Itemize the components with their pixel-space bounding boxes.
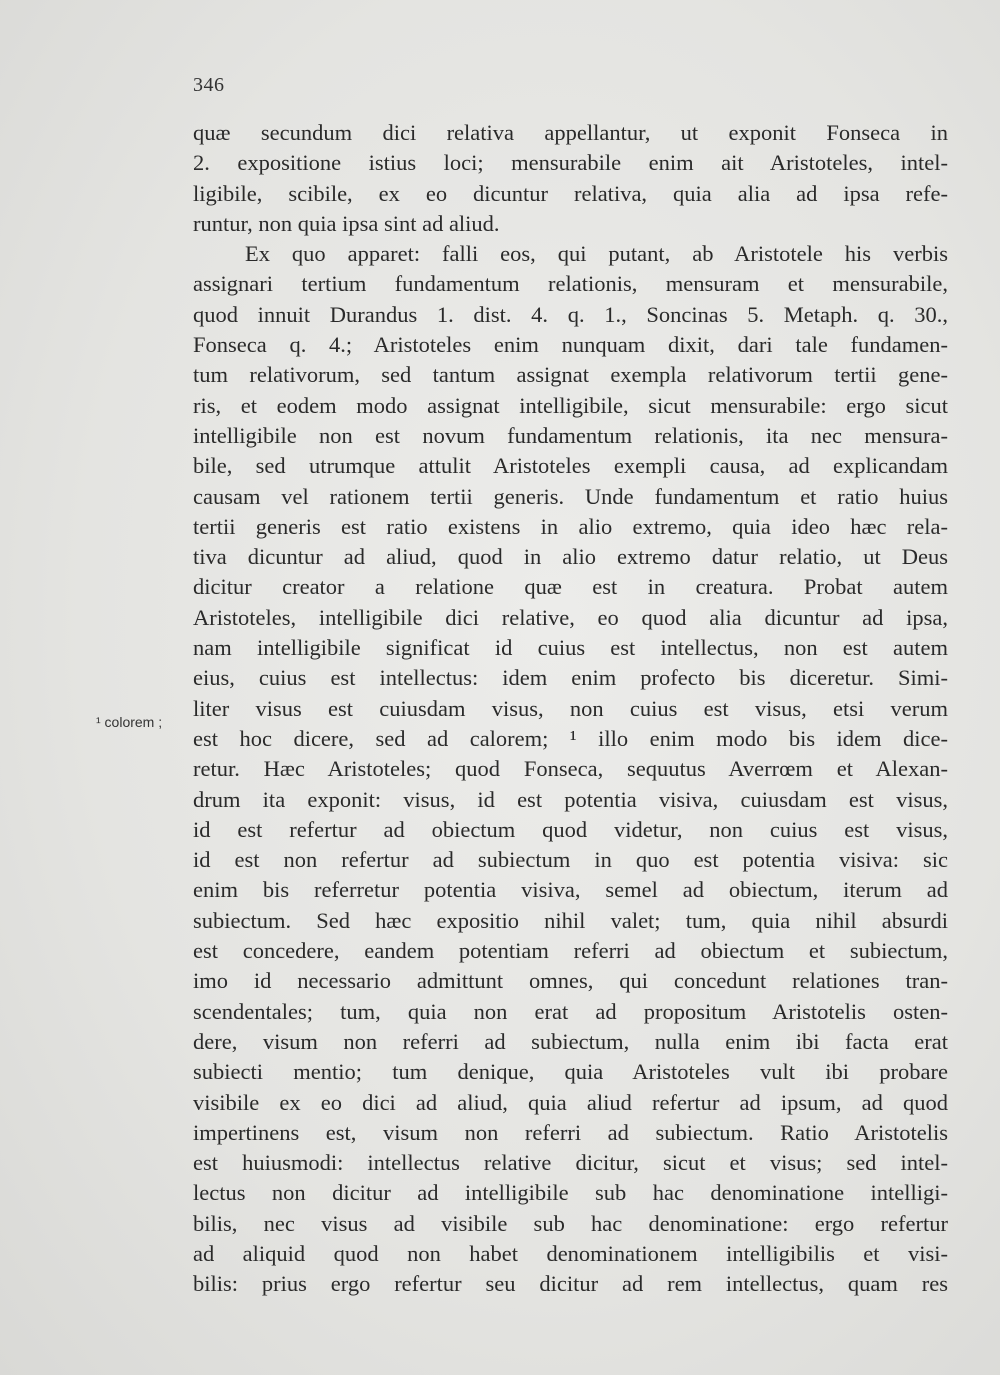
text-line: assignari tertium fundamentum relationis, mensuram et mensurabile, [193,271,948,297]
text-line: id est non refertur ad subiectum in quo est potentia visiva: sic [193,847,948,873]
text-line: lectus non dicitur ad intelligibile sub hac denominatione intelligi- [193,1180,948,1206]
text-line: est concedere, eandem potentiam referri ad obiectum et subiectum, [193,938,948,964]
text-line: visibile ex eo dici ad aliud, quia aliud refertur ad ipsum, ad quod [193,1089,948,1115]
text-line: bile, sed utrumque attulit Aristoteles exempli causa, ad explicandam [193,453,948,479]
text-line: ligibile, scibile, ex eo dicuntur relativa, quia alia ad ipsa refe- [193,180,948,206]
text-line: Fonseca q. 4.; Aristoteles enim nunquam dixit, dari tale fundamen- [193,332,948,358]
text-line: ad aliquid quod non habet denominationem intelligibilis et visi- [193,1240,948,1266]
text-line: scendentales; tum, quia non erat ad propositum Aristotelis osten- [193,998,948,1024]
text-line: impertinens est, visum non referri ad subiectum. Ratio Aristotelis [193,1119,948,1145]
text-line: Ex quo apparet: falli eos, qui putant, ab Aristotele his verbis [245,241,948,267]
text-line: intelligibile non est novum fundamentum relationis, ita nec mensura- [193,422,948,448]
text-line: causam vel rationem tertii generis. Unde fundamentum et ratio huius [193,483,948,509]
margin-note: ¹ colorem ; [96,714,163,730]
text-line: liter visus est cuiusdam visus, non cuius est visus, etsi verum [193,695,948,721]
text-line: tum relativorum, sed tantum assignat exempla relativorum tertii gene- [193,362,948,388]
text-line: imo id necessario admittunt omnes, qui concedunt relationes tran- [193,968,948,994]
text-line: ris, et eodem modo assignat intelligibile, sicut mensurabile: ergo sicut [193,392,948,418]
text-line: subiecti mentio; tum denique, quia Aristoteles vult ibi probare [193,1059,948,1085]
body-text [193,118,953,1300]
text-line: dere, visum non referri ad subiectum, nulla enim ibi facta erat [193,1028,948,1054]
text-line: 2. expositione istius loci; mensurabile enim ait Aristoteles, intel- [193,150,948,176]
text-line: bilis: prius ergo refertur seu dicitur ad rem intellectus, quam res [193,1271,948,1297]
text-line: quod innuit Durandus 1. dist. 4. q. 1., Soncinas 5. Metaph. q. 30., [193,301,948,327]
page-number: 346 [193,74,225,96]
text-line: drum ita exponit: visus, id est potentia visiva, cuiusdam est visus, [193,786,948,812]
text-line: bilis, nec visus ad visibile sub hac denominatione: ergo refertur [193,1210,948,1236]
text-line: tiva dicuntur ad aliud, quod in alio extremo datur relatio, ut Deus [193,544,948,570]
text-line: tertii generis est ratio existens in alio extremo, quia ideo hæc rela- [193,513,948,539]
text-line: eius, cuius est intellectus: idem enim profecto bis diceretur. Simi- [193,665,948,691]
text-line: dicitur creator a relatione quæ est in creatura. Probat autem [193,574,948,600]
text-line: retur. Hæc Aristoteles; quod Fonseca, sequutus Averrœm et Alexan- [193,756,948,782]
text-line: runtur, non quia ipsa sint ad aliud. [193,210,500,236]
text-line: nam intelligibile significat id cuius est intellectus, non est autem [193,635,948,661]
text-line: est huiusmodi: intellectus relative dicitur, sicut et visus; sed intel- [193,1150,948,1176]
text-line: enim bis referretur potentia visiva, semel ad obiectum, iterum ad [193,877,948,903]
text-line: quæ secundum dici relativa appellantur, ut exponit Fonseca in [193,120,948,145]
text-line: est hoc dicere, sed ad calorem; ¹ illo enim modo bis idem dice- [193,725,948,751]
text-line: Aristoteles, intelligibile dici relative, eo quod alia dicuntur ad ipsa, [193,604,948,630]
text-line: id est refertur ad obiectum quod videtur, non cuius est visus, [193,816,948,842]
text-line: subiectum. Sed hæc expositio nihil valet; tum, quia nihil absurdi [193,907,948,933]
